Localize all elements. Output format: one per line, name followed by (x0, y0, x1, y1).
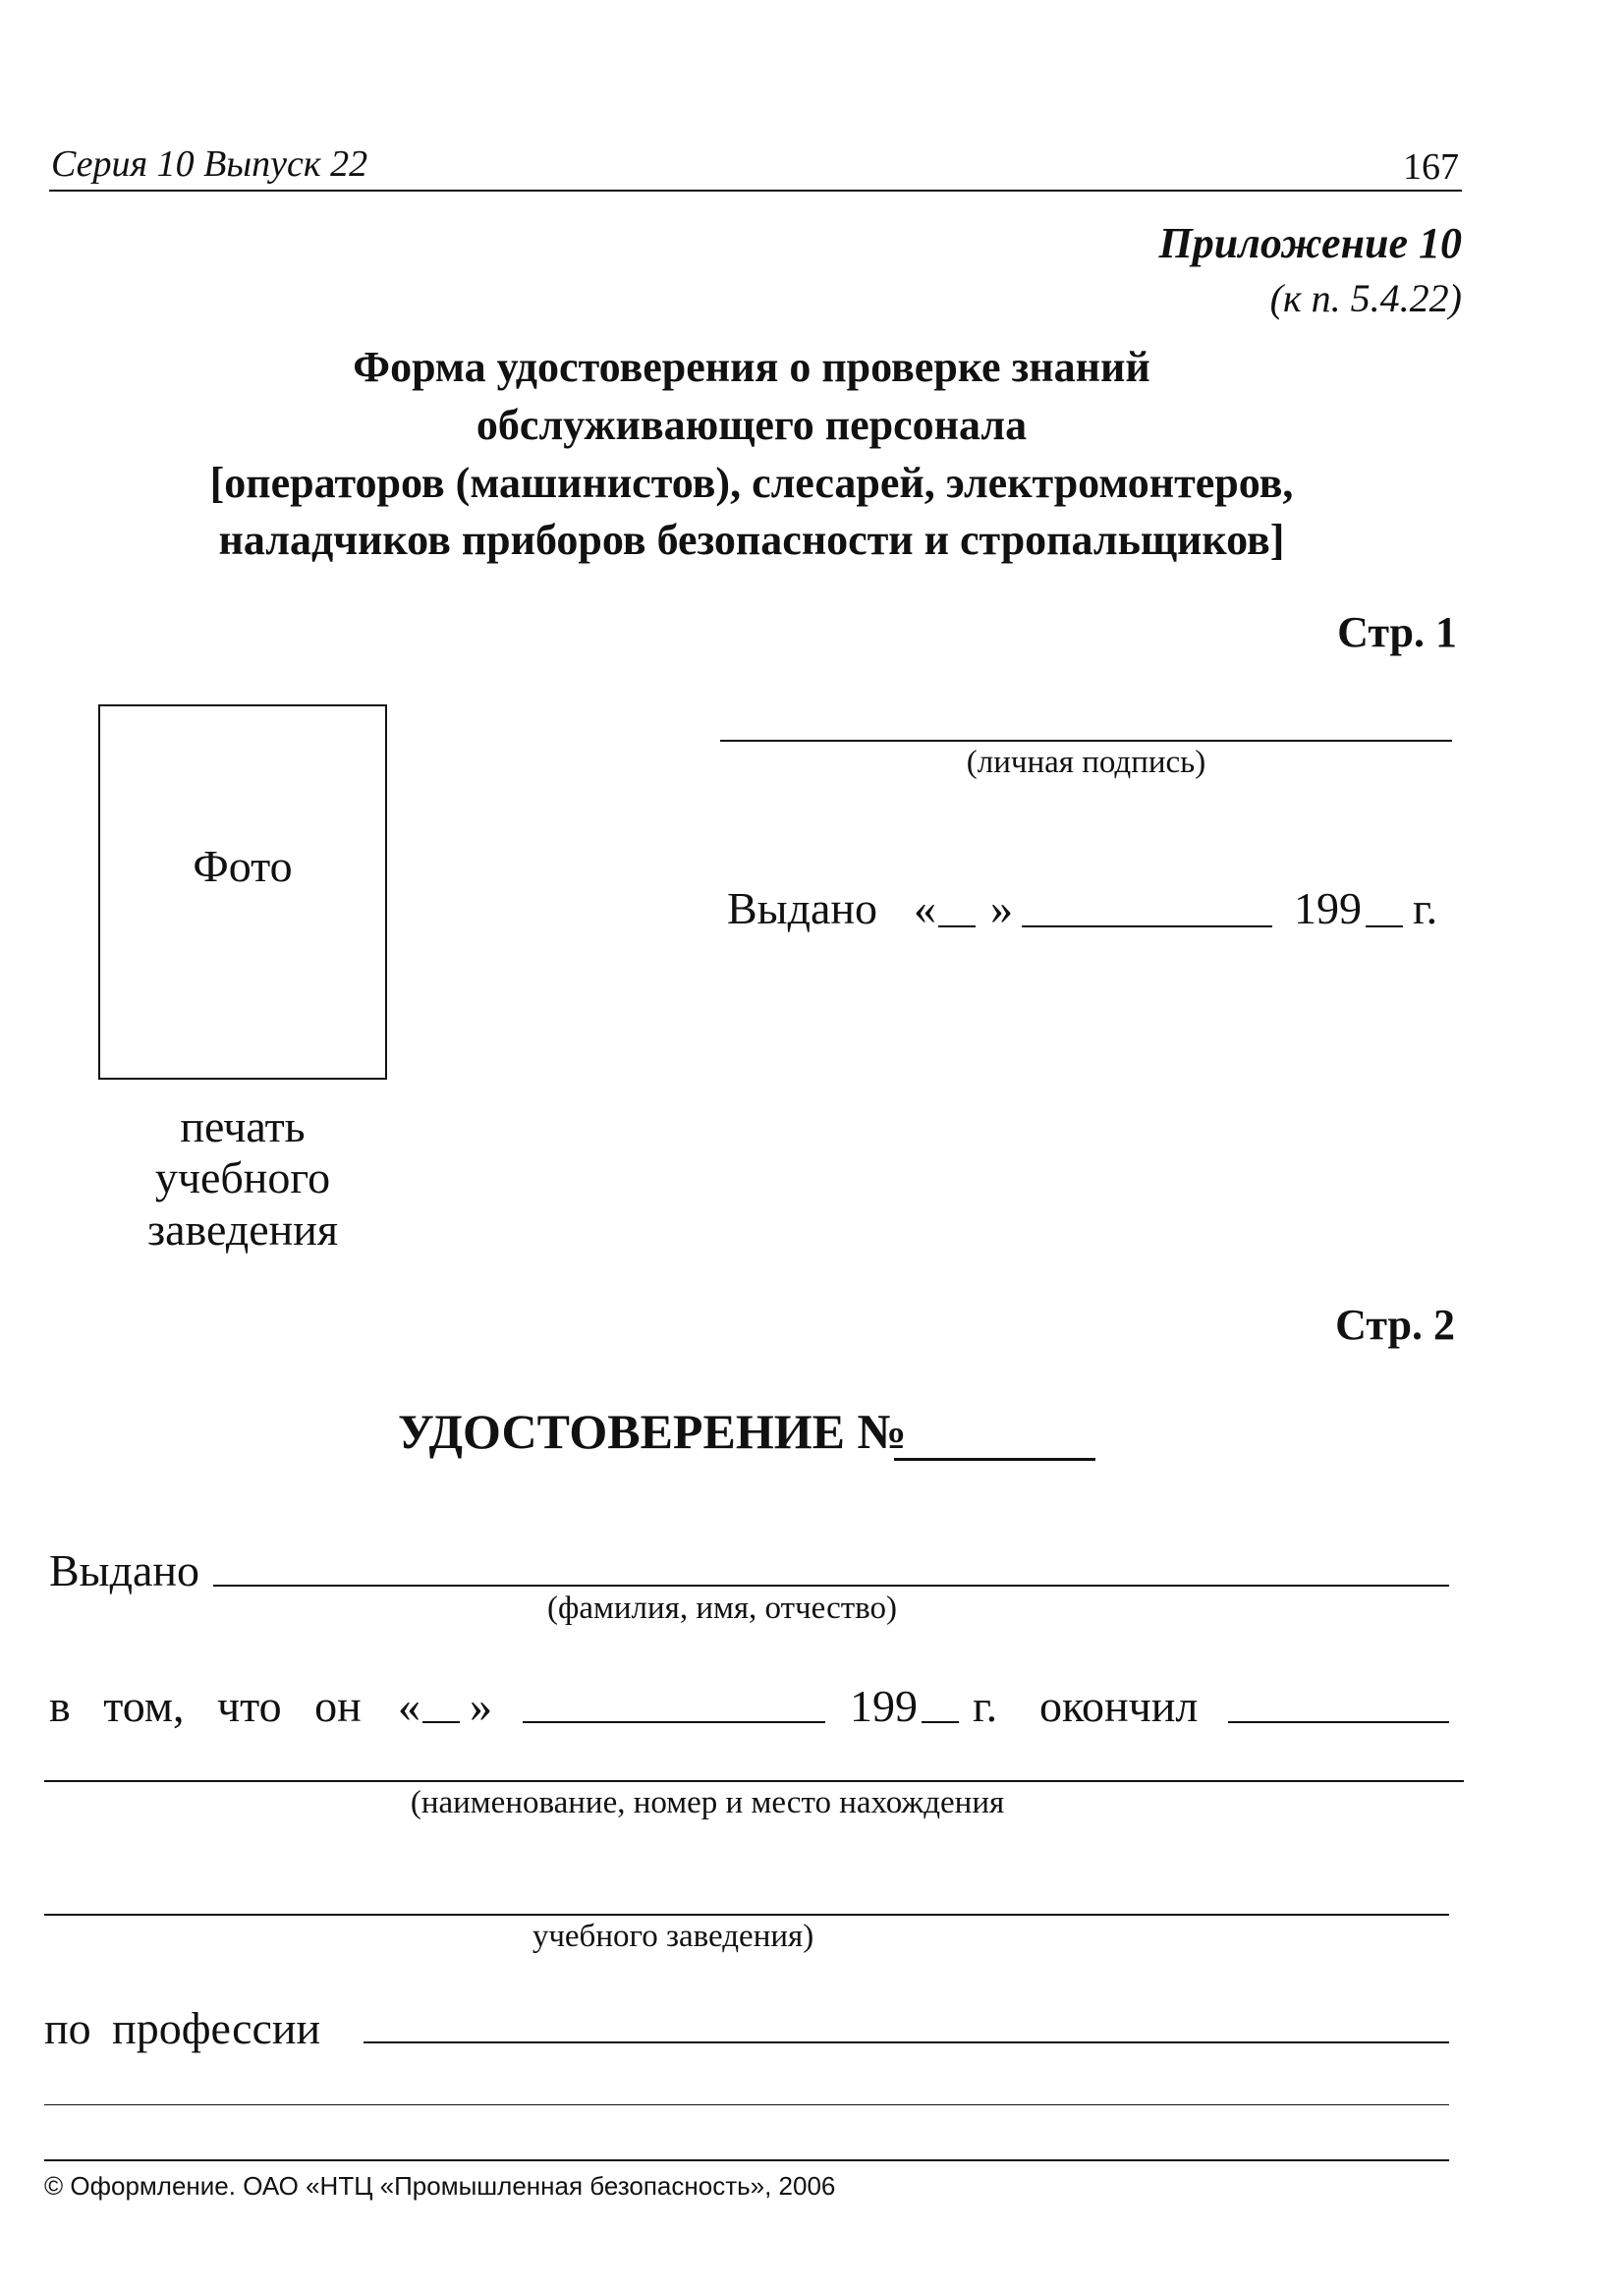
name-field (213, 1585, 1449, 1587)
page2-label: Стр. 2 (1335, 1301, 1455, 1349)
page1-quote-open: « (914, 883, 936, 933)
signature-line (720, 740, 1452, 742)
page1-year: 199 (1294, 883, 1362, 933)
institution-caption1: (наименование, номер и место нахождения (410, 1785, 1005, 1820)
page2-quote-open: « (398, 1681, 420, 1731)
page2-year: 199 (850, 1681, 918, 1731)
photo-box (98, 704, 387, 1080)
page2-issued-label: Выдано (49, 1545, 200, 1595)
graduated-text: окончил (1039, 1681, 1199, 1731)
certificate-title: УДОСТОВЕРЕНИЕ № (398, 1404, 907, 1459)
stamp-line1: печать (180, 1101, 306, 1151)
page1-month-field (1022, 925, 1272, 927)
form-title-line2: обслуживающего персонала (476, 401, 1028, 449)
stamp-line3: заведения (146, 1204, 339, 1255)
institution-caption2: учебного заведения) (532, 1919, 814, 1954)
appendix-reference: (к п. 5.4.22) (1269, 276, 1462, 320)
footer-rule (44, 2159, 1449, 2161)
page1-quote-close: » (990, 883, 1013, 933)
copyright: © Оформление. ОАО «НТЦ «Промышленная безопасность», 2006 (44, 2171, 836, 2201)
series-header: Серия 10 Выпуск 22 (51, 143, 368, 185)
page1-label: Стр. 1 (1337, 608, 1457, 656)
page1-day-field (938, 925, 976, 927)
appendix-title: Приложение 10 (1158, 219, 1462, 267)
that-he-text: в том, что он (49, 1681, 362, 1731)
profession-label: по профессии (44, 2003, 321, 2053)
graduated-field (1228, 1721, 1449, 1723)
profession-line2 (44, 2104, 1449, 2105)
form-title-line4: наладчиков приборов безопасности и стропальщиков] (218, 516, 1285, 564)
stamp-line2: учебного (154, 1152, 331, 1202)
signature-caption: (личная подпись) (966, 745, 1206, 780)
profession-field (364, 2041, 1449, 2043)
form-title-line1: Форма удостоверения о проверке знаний (353, 343, 1150, 391)
institution-line2 (44, 1914, 1449, 1916)
page1-year-suffix: г. (1413, 883, 1438, 933)
page2-month-field (523, 1721, 825, 1723)
page2-quote-close: » (470, 1681, 492, 1731)
page2-year-field (922, 1721, 959, 1723)
photo-label: Фото (193, 841, 293, 891)
name-caption: (фамилия, имя, отчество) (546, 1591, 898, 1626)
form-title-line3: [операторов (машинистов), слесарей, электромонтеров, (209, 459, 1294, 507)
page2-day-field (422, 1721, 460, 1723)
page-number: 167 (1403, 146, 1459, 188)
header-rule (49, 190, 1462, 192)
page2-year-suffix: г. (973, 1681, 998, 1731)
certificate-number-field (894, 1458, 1095, 1461)
institution-line1 (44, 1780, 1464, 1782)
page1-year-field (1366, 925, 1403, 927)
page1-issued-label: Выдано (727, 883, 878, 933)
